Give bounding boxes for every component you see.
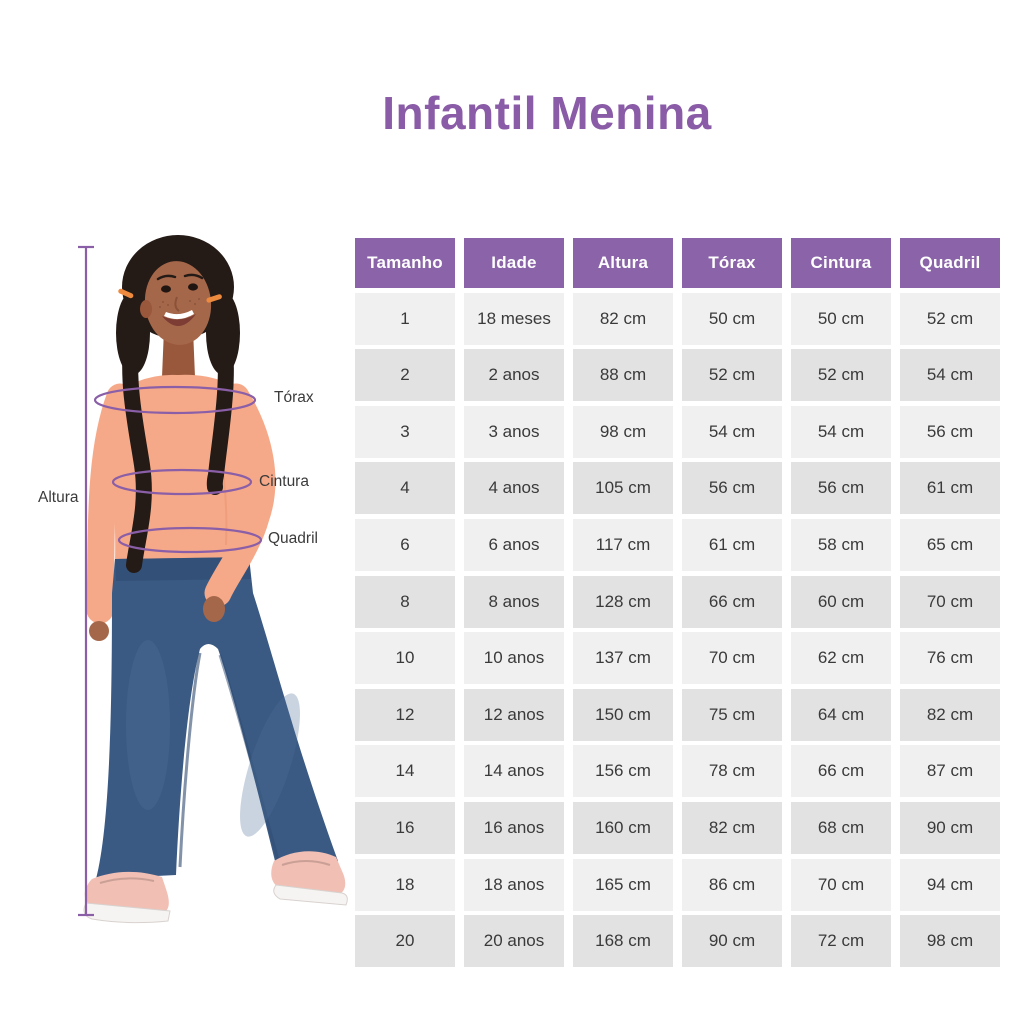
table-cell: 52 cm bbox=[682, 349, 782, 401]
table-cell: 3 anos bbox=[464, 406, 564, 458]
table-cell: 14 bbox=[355, 745, 455, 797]
table-cell: 52 cm bbox=[791, 349, 891, 401]
table-cell: 12 bbox=[355, 689, 455, 741]
girl-figure bbox=[84, 235, 347, 923]
size-table bbox=[355, 238, 1000, 967]
column-header: Idade bbox=[464, 238, 564, 288]
table-cell: 156 cm bbox=[573, 745, 673, 797]
table-cell: 87 cm bbox=[900, 745, 1000, 797]
altura-label: Altura bbox=[38, 489, 79, 506]
table-cell: 128 cm bbox=[573, 576, 673, 628]
table-cell: 117 cm bbox=[573, 519, 673, 571]
table-cell: 94 cm bbox=[900, 859, 1000, 911]
table-cell: 10 bbox=[355, 632, 455, 684]
table-cell: 8 bbox=[355, 576, 455, 628]
table-cell: 98 cm bbox=[573, 406, 673, 458]
table-cell: 3 bbox=[355, 406, 455, 458]
table-cell: 78 cm bbox=[682, 745, 782, 797]
table-cell: 105 cm bbox=[573, 462, 673, 514]
table-cell: 66 cm bbox=[682, 576, 782, 628]
left-shoe bbox=[84, 872, 170, 923]
column-header: Altura bbox=[573, 238, 673, 288]
right-shoe bbox=[271, 851, 347, 905]
table-cell: 4 anos bbox=[464, 462, 564, 514]
table-cell: 62 cm bbox=[791, 632, 891, 684]
table-cell: 10 anos bbox=[464, 632, 564, 684]
torax-label: Tórax bbox=[274, 389, 314, 406]
table-cell: 65 cm bbox=[900, 519, 1000, 571]
table-cell: 6 anos bbox=[464, 519, 564, 571]
table-cell: 54 cm bbox=[791, 406, 891, 458]
table-cell: 18 meses bbox=[464, 293, 564, 345]
girl-illustration bbox=[30, 225, 350, 935]
table-cell: 82 cm bbox=[682, 802, 782, 854]
table-cell: 168 cm bbox=[573, 915, 673, 967]
column-header: Quadril bbox=[900, 238, 1000, 288]
table-cell: 61 cm bbox=[900, 462, 1000, 514]
table-cell: 60 cm bbox=[791, 576, 891, 628]
quadril-label: Quadril bbox=[268, 530, 318, 547]
table-cell: 150 cm bbox=[573, 689, 673, 741]
table-cell: 61 cm bbox=[682, 519, 782, 571]
table-cell: 2 anos bbox=[464, 349, 564, 401]
table-cell: 82 cm bbox=[900, 689, 1000, 741]
table-cell: 56 cm bbox=[791, 462, 891, 514]
table-cell: 20 bbox=[355, 915, 455, 967]
table-cell: 72 cm bbox=[791, 915, 891, 967]
table-cell: 12 anos bbox=[464, 689, 564, 741]
table-cell: 56 cm bbox=[900, 406, 1000, 458]
table-cell: 68 cm bbox=[791, 802, 891, 854]
table-cell: 50 cm bbox=[682, 293, 782, 345]
table-cell: 6 bbox=[355, 519, 455, 571]
table-cell: 88 cm bbox=[573, 349, 673, 401]
table-cell: 50 cm bbox=[791, 293, 891, 345]
page-title: Infantil Menina bbox=[382, 87, 712, 139]
table-cell: 86 cm bbox=[682, 859, 782, 911]
table-cell: 160 cm bbox=[573, 802, 673, 854]
table-cell: 14 anos bbox=[464, 745, 564, 797]
table-cell: 137 cm bbox=[573, 632, 673, 684]
table-cell: 16 anos bbox=[464, 802, 564, 854]
table-cell: 165 cm bbox=[573, 859, 673, 911]
table-cell: 75 cm bbox=[682, 689, 782, 741]
girl-measurement-figure bbox=[30, 225, 350, 935]
table-cell: 98 cm bbox=[900, 915, 1000, 967]
table-cell: 18 anos bbox=[464, 859, 564, 911]
table-cell: 58 cm bbox=[791, 519, 891, 571]
table-cell: 1 bbox=[355, 293, 455, 345]
table-cell: 90 cm bbox=[682, 915, 782, 967]
table-cell: 54 cm bbox=[900, 349, 1000, 401]
table-cell: 90 cm bbox=[900, 802, 1000, 854]
table-cell: 16 bbox=[355, 802, 455, 854]
column-header: Tórax bbox=[682, 238, 782, 288]
table-cell: 52 cm bbox=[900, 293, 1000, 345]
table-cell: 76 cm bbox=[900, 632, 1000, 684]
table-cell: 4 bbox=[355, 462, 455, 514]
table-cell: 18 bbox=[355, 859, 455, 911]
table-cell: 8 anos bbox=[464, 576, 564, 628]
column-header: Cintura bbox=[791, 238, 891, 288]
table-cell: 66 cm bbox=[791, 745, 891, 797]
table-cell: 70 cm bbox=[900, 576, 1000, 628]
table-cell: 70 cm bbox=[791, 859, 891, 911]
table-cell: 54 cm bbox=[682, 406, 782, 458]
cintura-label: Cintura bbox=[259, 473, 309, 490]
column-header: Tamanho bbox=[355, 238, 455, 288]
table-cell: 2 bbox=[355, 349, 455, 401]
table-cell: 56 cm bbox=[682, 462, 782, 514]
table-cell: 70 cm bbox=[682, 632, 782, 684]
table-cell: 20 anos bbox=[464, 915, 564, 967]
table-cell: 82 cm bbox=[573, 293, 673, 345]
table-cell: 64 cm bbox=[791, 689, 891, 741]
